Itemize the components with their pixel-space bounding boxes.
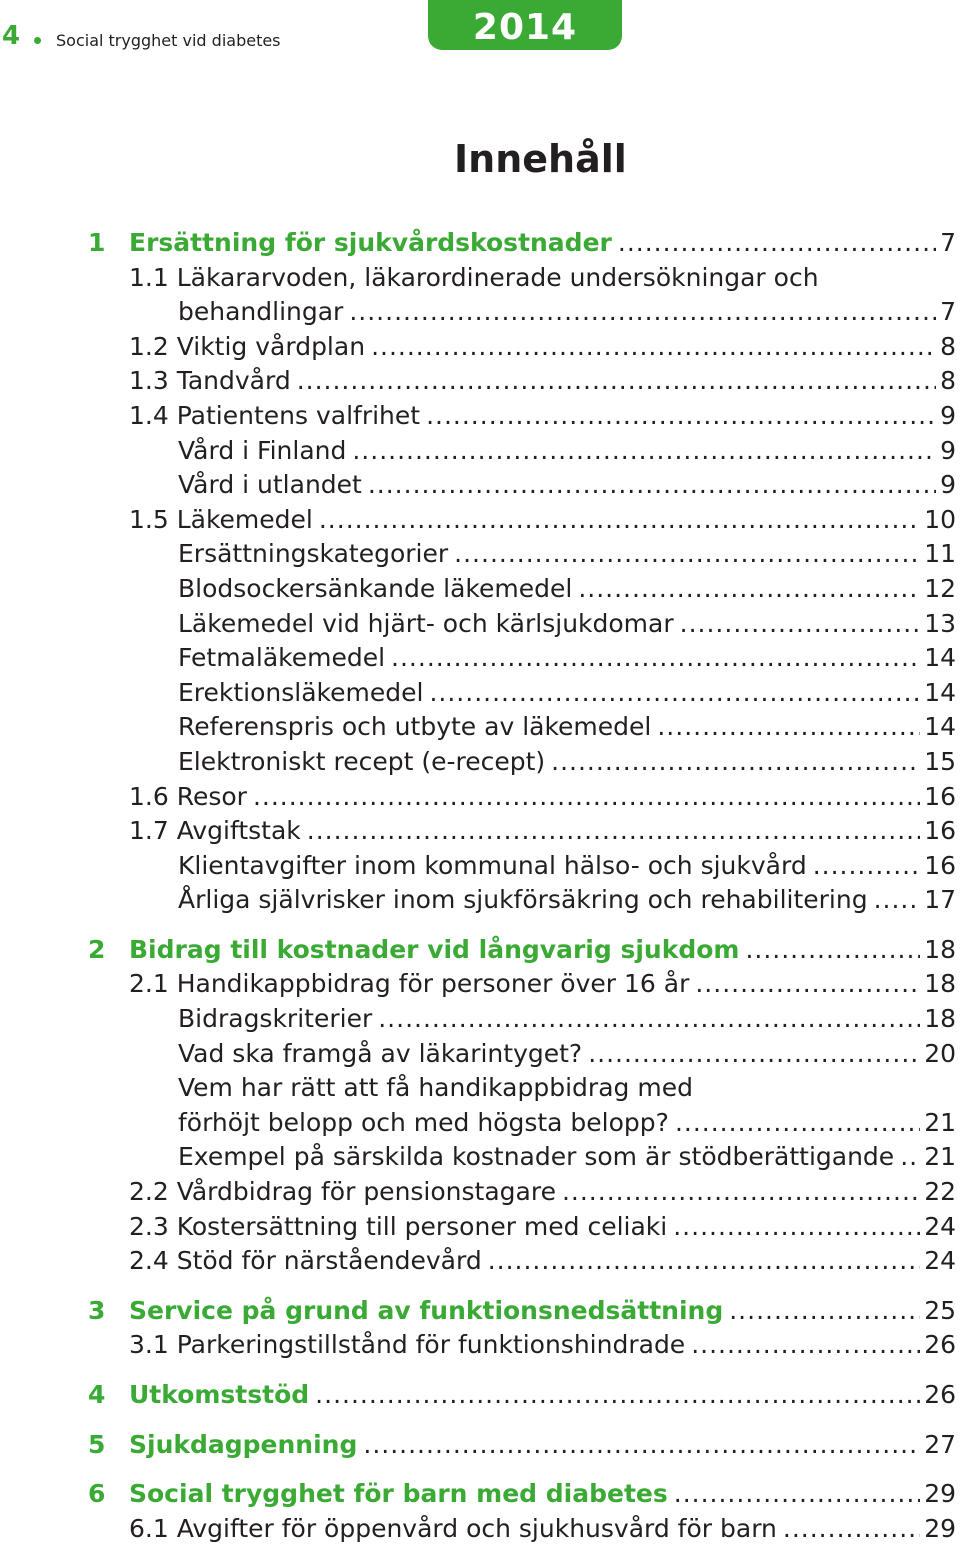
toc-entry-title: Referenspris och utbyte av läkemedel [178, 712, 652, 742]
dot-leader [783, 1512, 920, 1546]
chapter-number: 5 [88, 1429, 106, 1459]
toc-entry-title: Årliga självrisker inom sjukförsäkring och rehabilitering [178, 885, 868, 915]
bullet-dot-icon [34, 37, 41, 44]
toc-subsection[interactable] [0, 434, 960, 469]
toc-entry-title: Exempel på särskilda kostnader som är stödberättigande [178, 1142, 895, 1172]
dot-leader [253, 780, 920, 814]
toc-page-number: 22 [924, 1177, 956, 1207]
toc-section-2-4[interactable] [0, 1244, 960, 1279]
toc-entry-title: 6.1 Avgifter för öppenvård och sjukhusvård för barn [129, 1513, 777, 1543]
toc-page-number: 16 [924, 781, 956, 811]
toc-entry-title: 1.3 Tandvård [129, 366, 291, 396]
dot-leader [562, 1175, 920, 1209]
toc-subsection[interactable] [0, 1140, 960, 1175]
toc-entry-title: Bidragskriterier [178, 1004, 373, 1034]
toc-entry-title: 1.5 Läkemedel [129, 504, 313, 534]
dot-leader [657, 710, 920, 744]
toc-section-6-1[interactable] [0, 1512, 960, 1547]
toc-entry-title: 2.2 Vårdbidrag för pensionstagare [129, 1177, 556, 1207]
toc-section-1-6[interactable] [0, 780, 960, 815]
toc-page-number: 29 [924, 1513, 956, 1543]
dot-leader [578, 572, 920, 606]
dot-leader [874, 883, 921, 917]
toc-page-number: 8 [940, 331, 956, 361]
toc-entry-title: Vad ska framgå av läkarintyget? [178, 1038, 583, 1068]
dot-leader [588, 1037, 920, 1071]
toc-entry-title: 1.6 Resor [129, 781, 247, 811]
toc-page-number: 20 [924, 1038, 956, 1068]
toc-page-number: 25 [924, 1295, 956, 1325]
toc-page-number: 7 [940, 228, 956, 257]
toc-page-number: 16 [924, 816, 956, 846]
toc-page-number: 11 [924, 539, 956, 569]
toc-entry-title: Utkomststöd [129, 1380, 310, 1409]
toc-entry-title: 1.1 Läkararvoden, läkarordinerade undersökningar och [129, 262, 819, 292]
dot-leader [745, 933, 920, 967]
dot-leader [426, 399, 936, 433]
dot-leader [618, 226, 936, 260]
toc-entry-title: Elektroniskt recept (e-recept) [178, 746, 546, 776]
toc-entry-title: 1.7 Avgiftstak [129, 816, 301, 846]
toc-page-number: 26 [924, 1380, 956, 1409]
dot-leader [371, 330, 936, 364]
toc-subsection[interactable] [0, 607, 960, 642]
toc-subsection[interactable] [0, 1002, 960, 1037]
toc-page-number: 18 [924, 969, 956, 999]
toc-section-2-3[interactable] [0, 1210, 960, 1245]
chapter-number: 3 [88, 1295, 106, 1325]
dot-leader [307, 814, 920, 848]
page-number: 4 [2, 21, 21, 51]
toc-chapter-3[interactable] [0, 1294, 960, 1329]
toc-section-1-4[interactable] [0, 399, 960, 434]
toc-entry-title: 2.3 Kostersättning till personer med celiaki [129, 1211, 668, 1241]
toc-entry-title: Vård i utlandet [178, 470, 362, 500]
dot-leader [429, 676, 920, 710]
dot-leader [691, 1328, 920, 1362]
toc-page-number: 24 [924, 1211, 956, 1241]
dot-leader [674, 1477, 920, 1511]
dot-leader [297, 364, 936, 398]
dot-leader [680, 607, 921, 641]
toc-page-number: 29 [924, 1479, 956, 1509]
toc-page-number: 10 [924, 504, 956, 534]
toc-page-number: 9 [940, 400, 956, 430]
toc-page-number: 14 [924, 712, 956, 742]
dot-leader [319, 503, 920, 537]
running-title: Social trygghet vid diabetes [56, 31, 281, 50]
chapter-number: 6 [88, 1479, 106, 1509]
toc-page-number: 13 [924, 608, 956, 638]
toc-subsection[interactable] [0, 1071, 960, 1106]
dot-leader [729, 1294, 920, 1328]
toc-page-number: 27 [924, 1429, 956, 1459]
year-tab: 2014 [428, 0, 622, 50]
chapter-number: 4 [88, 1380, 106, 1409]
toc-entry-title: 3.1 Parkeringstillstånd för funktionshindrade [129, 1330, 686, 1360]
toc-subsection[interactable] [0, 468, 960, 503]
toc-subsection[interactable] [0, 849, 960, 884]
toc-page-number: 17 [924, 885, 956, 915]
dot-leader [391, 641, 920, 675]
toc-chapter-5[interactable] [0, 1428, 960, 1463]
toc-entry-title: Bidrag till kostnader vid långvarig sjukdom [129, 934, 740, 964]
toc-heading: Innehåll [454, 137, 627, 181]
toc-entry-title: Klientavgifter inom kommunal hälso- och sjukvård [178, 850, 807, 880]
toc-page-number: 9 [940, 470, 956, 500]
toc-subsection[interactable] [0, 745, 960, 780]
toc-subsection[interactable] [0, 883, 960, 918]
toc-entry-title: Ersättning för sjukvårdskostnader [129, 228, 612, 257]
toc-page-number: 14 [924, 643, 956, 673]
toc-entry-title: Vård i Finland [178, 435, 347, 465]
toc-entry-title: Vem har rätt att få handikappbidrag med [178, 1073, 693, 1103]
toc-entry-title: Läkemedel vid hjärt- och kärlsjukdomar [178, 608, 674, 638]
toc-entry-title: Erektionsläkemedel [178, 677, 424, 707]
toc-page-number: 21 [924, 1142, 956, 1172]
toc-chapter-2[interactable] [0, 933, 960, 968]
chapter-number: 1 [88, 228, 106, 257]
toc-entry-title: Social trygghet för barn med diabetes [129, 1479, 668, 1509]
toc-subsection[interactable] [0, 572, 960, 607]
toc-page-number: 24 [924, 1246, 956, 1276]
toc-entry-title: Service på grund av funktionsnedsättning [129, 1295, 724, 1325]
toc-entry-title: behandlingar [178, 297, 344, 327]
toc-page-number: 14 [924, 677, 956, 707]
dot-leader [673, 1210, 920, 1244]
toc-page-number: 18 [924, 1004, 956, 1034]
toc-page-number: 9 [940, 435, 956, 465]
table-of-contents [0, 226, 960, 1546]
dot-leader [363, 1428, 920, 1462]
toc-entry-title: 1.2 Viktig vårdplan [129, 331, 366, 361]
toc-section-3-1[interactable] [0, 1328, 960, 1363]
dot-leader [454, 537, 920, 571]
toc-entry-title: Fetmaläkemedel [178, 643, 386, 673]
toc-section-2-2[interactable] [0, 1175, 960, 1210]
dot-leader [675, 1106, 920, 1140]
toc-section-1-7[interactable] [0, 814, 960, 849]
chapter-number: 2 [88, 934, 106, 964]
toc-entry-title: 2.1 Handikappbidrag för personer över 16 år [129, 969, 690, 999]
dot-leader [695, 967, 920, 1001]
toc-section-1-2[interactable] [0, 330, 960, 365]
toc-page-number: 15 [924, 746, 956, 776]
toc-page-number: 12 [924, 573, 956, 603]
dot-leader [900, 1140, 920, 1174]
dot-leader [378, 1002, 920, 1036]
page-header [0, 0, 960, 80]
toc-page-number: 26 [924, 1330, 956, 1360]
toc-page-number: 21 [924, 1107, 956, 1137]
toc-subsection[interactable] [0, 537, 960, 572]
dot-leader [315, 1378, 920, 1412]
toc-page-number: 7 [940, 297, 956, 327]
toc-chapter-6[interactable] [0, 1477, 960, 1512]
toc-section-1-1[interactable] [0, 261, 960, 296]
dot-leader [368, 468, 936, 502]
toc-subsection[interactable] [0, 1037, 960, 1072]
toc-page-number: 16 [924, 850, 956, 880]
dot-leader [551, 745, 920, 779]
toc-chapter-4[interactable] [0, 1378, 960, 1413]
toc-section-1-5[interactable] [0, 503, 960, 538]
toc-section-1-1-continued[interactable] [0, 295, 960, 330]
toc-section-2-1[interactable] [0, 967, 960, 1002]
dot-leader [488, 1244, 920, 1278]
dot-leader [352, 434, 936, 468]
toc-entry-title: 1.4 Patientens valfrihet [129, 400, 421, 430]
toc-page-number: 18 [924, 934, 956, 964]
dot-leader [813, 849, 920, 883]
toc-subsection[interactable] [0, 641, 960, 676]
toc-chapter-1[interactable] [0, 226, 960, 261]
toc-subsection-continued[interactable] [0, 1106, 960, 1141]
toc-subsection[interactable] [0, 710, 960, 745]
toc-subsection[interactable] [0, 676, 960, 711]
dot-leader [349, 295, 936, 329]
toc-entry-title: 2.4 Stöd för närståendevård [129, 1246, 482, 1276]
toc-page-number: 8 [940, 366, 956, 396]
toc-section-1-3[interactable] [0, 364, 960, 399]
toc-entry-title: förhöjt belopp och med högsta belopp? [178, 1107, 669, 1137]
toc-entry-title: Sjukdagpenning [129, 1429, 358, 1459]
toc-entry-title: Ersättningskategorier [178, 539, 449, 569]
toc-entry-title: Blodsockersänkande läkemedel [178, 573, 573, 603]
